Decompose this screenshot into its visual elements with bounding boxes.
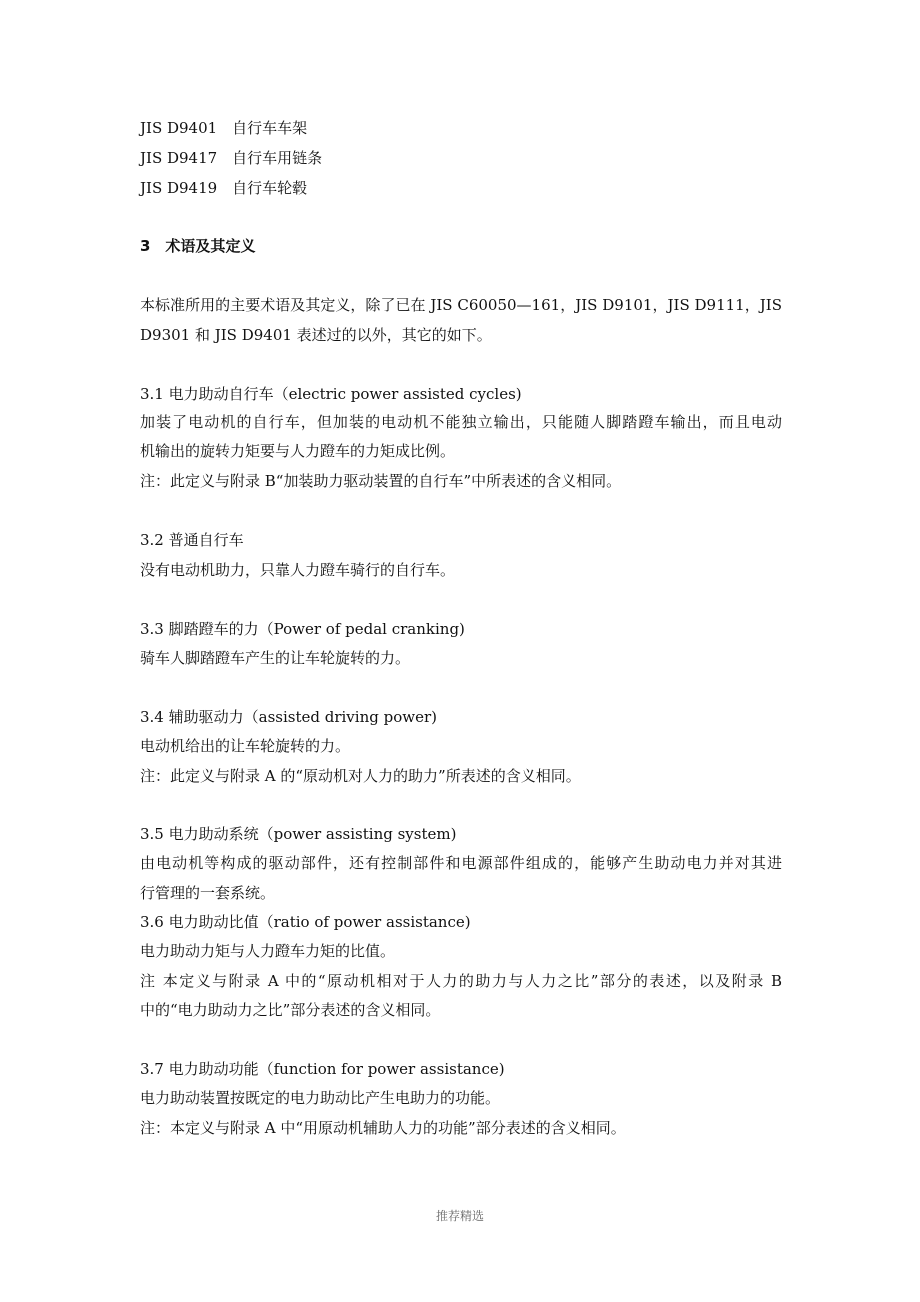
term-note: 注：本定义与附录 A 中“用原动机辅助人力的功能”部分表述的含义相同。 (140, 1119, 626, 1137)
term-definition: 电动机给出的让车轮旋转的力。 (140, 737, 351, 755)
term-title: 3.3 脚踏蹬车的力（Power of pedal cranking) (140, 620, 465, 638)
term-note: 注：此定义与附录 A 的“原动机对人力的助力”所表述的含义相同。 (140, 767, 581, 785)
term-definition: 行管理的一套系统。 (140, 884, 276, 902)
term-note: 中的“电力助动力之比”部分表述的含义相同。 (140, 1001, 441, 1019)
intro-paragraph-line: D9301 和 JIS D9401 表述过的以外，其它的如下。 (140, 326, 492, 344)
term-title: 3.7 电力助动功能（function for power assistance) (140, 1060, 505, 1078)
term-definition: 没有电动机助力，只靠人力蹬车骑行的自行车。 (140, 561, 456, 579)
intro-paragraph-line: 本标准所用的主要术语及其定义，除了已在 JIS C60050—161，JIS D9101，JIS D9111，JIS (140, 296, 782, 314)
term-definition: 电力助动力矩与人力蹬车力矩的比值。 (140, 942, 396, 960)
term-definition: 由电动机等构成的驱动部件，还有控制部件和电源部件组成的，能够产生助动电力并对其进 (140, 854, 782, 872)
reference-line: JIS D9417 自行车用链条 (140, 149, 323, 167)
term-definition: 电力助动装置按既定的电力助动比产生电助力的功能。 (140, 1089, 501, 1107)
term-title: 3.5 电力助动系统（power assisting system) (140, 825, 457, 843)
term-definition: 骑车人脚踏蹬车产生的让车轮旋转的力。 (140, 649, 411, 667)
term-note: 注：此定义与附录 B“加装助力驱动装置的自行车”中所表述的含义相同。 (140, 472, 622, 490)
term-definition: 机输出的旋转力矩要与人力蹬车的力矩成比例。 (140, 442, 456, 460)
reference-line: JIS D9401 自行车车架 (140, 119, 308, 137)
section-heading: 3 术语及其定义 (140, 237, 256, 255)
term-title: 3.1 电力助动自行车（electric power assisted cycles) (140, 385, 522, 403)
term-title: 3.6 电力助动比值（ratio of power assistance) (140, 913, 471, 931)
term-title: 3.4 辅助驱动力（assisted driving power) (140, 708, 437, 726)
term-definition: 加装了电动机的自行车，但加装的电动机不能独立输出，只能随人脚踏蹬车输出，而且电动 (140, 413, 782, 431)
page-footer: 推荐精选 (435, 1209, 484, 1223)
term-note: 注 本定义与附录 A 中的“原动机相对于人力的助力与人力之比”部分的表述，以及附录 B (140, 972, 782, 990)
reference-line: JIS D9419 自行车轮毂 (140, 179, 308, 197)
term-title: 3.2 普通自行车 (140, 531, 244, 549)
